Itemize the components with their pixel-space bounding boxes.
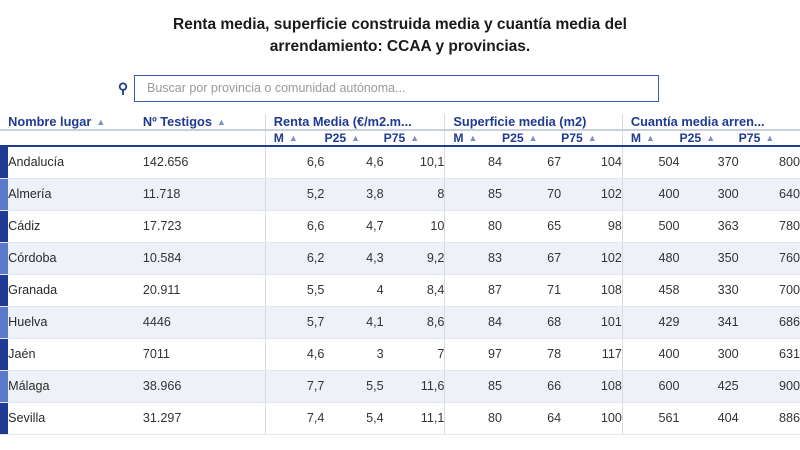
subheader-cuantia-m-label: M (630, 130, 642, 145)
cell-renta-p25: 3,8 (324, 178, 383, 210)
table-header-groups (0, 114, 800, 130)
row-color-bar (0, 210, 8, 242)
cell-sup-m: 80 (445, 402, 502, 434)
cell-cuantia-p75: 886 (739, 402, 800, 434)
search-box[interactable] (134, 75, 659, 102)
row-color-bar (0, 402, 8, 434)
cell-place: Huelva (8, 306, 143, 338)
subheader-cuantia-p75-label: P75 (738, 130, 761, 145)
cell-renta-p75: 9,2 (384, 242, 445, 274)
cell-renta-p25: 4,1 (324, 306, 383, 338)
subheader-sup-p75[interactable] (561, 130, 622, 146)
table-header-sub (0, 130, 800, 146)
cell-renta-p25: 5,5 (324, 370, 383, 402)
cell-sup-p75: 108 (561, 370, 622, 402)
cell-place: Almería (8, 178, 143, 210)
subheader-renta-p75[interactable] (384, 130, 445, 146)
row-color-bar (0, 338, 8, 370)
table-row[interactable] (0, 242, 800, 274)
cell-renta-p75: 7 (384, 338, 445, 370)
cell-sup-m: 80 (445, 210, 502, 242)
subheader-sup-p75-label: P75 (561, 130, 583, 145)
cell-renta-m: 5,5 (265, 274, 324, 306)
cell-renta-p25: 4,6 (324, 146, 383, 179)
cell-sup-p25: 68 (502, 306, 561, 338)
subheader-sup-m[interactable] (445, 130, 502, 146)
page-title: Renta media, superficie construida media y cuantía media del arrendamiento: CCAA y provincias. (173, 16, 627, 56)
cell-sup-p75: 102 (561, 178, 622, 210)
cell-sup-p75: 98 (561, 210, 622, 242)
cell-cuantia-m: 600 (622, 370, 679, 402)
cell-renta-p25: 3 (324, 338, 383, 370)
row-color-bar-fill (0, 275, 8, 306)
cell-renta-p25: 5,4 (324, 402, 383, 434)
cell-renta-m: 7,7 (265, 370, 324, 402)
sort-asc-icon[interactable]: ▲ (468, 132, 478, 143)
cell-sup-p25: 67 (502, 146, 561, 179)
cell-cuantia-m: 429 (622, 306, 679, 338)
row-color-bar-fill (0, 211, 8, 242)
sort-asc-icon[interactable]: ▲ (528, 132, 538, 143)
cell-place: Sevilla (8, 402, 143, 434)
cell-cuantia-p75: 640 (739, 178, 800, 210)
subheader-renta-m[interactable] (265, 130, 324, 146)
cell-cuantia-p75: 700 (739, 274, 800, 306)
table-row[interactable] (0, 146, 800, 179)
subheader-cuantia-m[interactable] (622, 130, 679, 146)
cell-sup-m: 87 (445, 274, 502, 306)
cell-place: Cádiz (8, 210, 143, 242)
cell-cuantia-p25: 300 (680, 338, 739, 370)
cell-place: Jaén (8, 338, 143, 370)
sort-asc-icon[interactable]: ▲ (351, 132, 361, 143)
table-row[interactable] (0, 210, 800, 242)
subheader-blank-nombre (8, 130, 143, 146)
header-renta-media (265, 114, 445, 130)
cell-sup-p25: 64 (502, 402, 561, 434)
header-nombre-lugar[interactable] (8, 114, 143, 130)
subheader-renta-p25-label: P25 (324, 130, 347, 145)
cell-renta-m: 5,2 (265, 178, 324, 210)
cell-sup-m: 84 (445, 306, 502, 338)
table-row[interactable] (0, 178, 800, 210)
cell-cuantia-p25: 350 (680, 242, 739, 274)
cell-cuantia-p75: 760 (739, 242, 800, 274)
cell-place: Granada (8, 274, 143, 306)
cell-cuantia-p75: 631 (739, 338, 800, 370)
row-color-bar (0, 178, 8, 210)
cell-renta-p25: 4 (324, 274, 383, 306)
cell-place: Andalucía (8, 146, 143, 179)
cell-sup-m: 97 (445, 338, 502, 370)
cell-testigos: 17.723 (143, 210, 265, 242)
cell-sup-p75: 101 (561, 306, 622, 338)
cell-sup-p75: 108 (561, 274, 622, 306)
header-num-testigos[interactable] (143, 114, 265, 130)
cell-cuantia-m: 400 (622, 178, 679, 210)
cell-sup-p75: 104 (561, 146, 622, 179)
cell-renta-p75: 8,4 (384, 274, 445, 306)
sort-asc-icon[interactable]: ▲ (216, 116, 226, 127)
table-row[interactable] (0, 402, 800, 434)
cell-renta-p75: 8,6 (384, 306, 445, 338)
cell-renta-m: 5,7 (265, 306, 324, 338)
table-row[interactable] (0, 274, 800, 306)
subheader-cuantia-p75[interactable] (739, 130, 800, 146)
data-table (0, 114, 800, 435)
row-color-bar (0, 306, 8, 338)
cell-sup-p25: 66 (502, 370, 561, 402)
header-cuantia-media (622, 114, 800, 130)
cell-cuantia-m: 500 (622, 210, 679, 242)
table-row[interactable] (0, 338, 800, 370)
subheader-blank-testigos (143, 130, 265, 146)
cell-renta-p75: 8 (384, 178, 445, 210)
subheader-renta-p75-label: P75 (383, 130, 406, 145)
row-color-bar-fill (0, 339, 8, 370)
row-color-bar (0, 274, 8, 306)
cell-sup-p75: 102 (561, 242, 622, 274)
row-color-bar (0, 146, 8, 179)
cell-cuantia-p75: 780 (739, 210, 800, 242)
sort-asc-icon[interactable]: ▲ (96, 116, 106, 127)
search-input[interactable] (145, 80, 648, 96)
cell-cuantia-p75: 900 (739, 370, 800, 402)
cell-testigos: 38.966 (143, 370, 265, 402)
row-color-bar-fill (0, 179, 8, 210)
cell-sup-m: 83 (445, 242, 502, 274)
cell-cuantia-p25: 370 (680, 146, 739, 179)
table-row[interactable] (0, 370, 800, 402)
search-icon: ⚲ (117, 79, 129, 96)
cell-cuantia-m: 458 (622, 274, 679, 306)
subheader-cuantia-p25[interactable] (680, 130, 739, 146)
cell-cuantia-p25: 330 (680, 274, 739, 306)
subheader-sup-p25-label: P25 (501, 130, 524, 145)
row-color-bar (0, 370, 8, 402)
cell-renta-m: 6,6 (265, 210, 324, 242)
cell-renta-p75: 11,1 (384, 402, 445, 434)
cell-sup-p25: 65 (502, 210, 561, 242)
row-color-bar-fill (0, 307, 8, 338)
cell-testigos: 10.584 (143, 242, 265, 274)
cell-renta-p25: 4,7 (324, 210, 383, 242)
sort-asc-icon[interactable]: ▲ (706, 132, 716, 143)
header-nombre-lugar-label: Nombre lugar (8, 113, 92, 129)
subheader-sup-m-label: M (453, 130, 464, 145)
cell-testigos: 20.911 (143, 274, 265, 306)
cell-cuantia-m: 504 (622, 146, 679, 179)
row-color-bar-fill (0, 243, 8, 274)
cell-sup-p75: 100 (561, 402, 622, 434)
row-color-bar (0, 242, 8, 274)
cell-sup-m: 85 (445, 370, 502, 402)
cell-cuantia-m: 400 (622, 338, 679, 370)
cell-testigos: 142.656 (143, 146, 265, 179)
cell-sup-m: 85 (445, 178, 502, 210)
sort-asc-icon[interactable]: ▲ (646, 132, 655, 143)
cell-cuantia-p25: 341 (680, 306, 739, 338)
cell-testigos: 11.718 (143, 178, 265, 210)
row-color-bar-fill (0, 147, 8, 178)
cell-testigos: 31.297 (143, 402, 265, 434)
cell-sup-p25: 70 (502, 178, 561, 210)
cell-cuantia-p25: 404 (680, 402, 739, 434)
subheader-sup-p25[interactable] (502, 130, 561, 146)
cell-place: Málaga (8, 370, 143, 402)
table-body (0, 146, 800, 435)
header-superficie-media-label: Superficie media (m2) (453, 113, 587, 129)
subheader-spacer (0, 130, 8, 146)
sort-asc-icon[interactable]: ▲ (410, 132, 420, 143)
cell-renta-p75: 10,1 (384, 146, 445, 179)
header-spacer (0, 114, 8, 130)
cell-renta-m: 7,4 (265, 402, 324, 434)
cell-sup-m: 84 (445, 146, 502, 179)
cell-cuantia-p25: 363 (680, 210, 739, 242)
cell-renta-p75: 10 (384, 210, 445, 242)
cell-sup-p25: 71 (502, 274, 561, 306)
header-superficie-media (445, 114, 623, 130)
cell-testigos: 7011 (143, 338, 265, 370)
cell-renta-p25: 4,3 (324, 242, 383, 274)
cell-cuantia-p75: 686 (739, 306, 800, 338)
sort-asc-icon[interactable]: ▲ (765, 132, 775, 143)
row-color-bar-fill (0, 403, 8, 434)
row-color-bar-fill (0, 371, 8, 402)
cell-cuantia-p25: 300 (680, 178, 739, 210)
cell-sup-p25: 78 (502, 338, 561, 370)
cell-testigos: 4446 (143, 306, 265, 338)
header-renta-media-label: Renta Media (€/m2.m... (273, 113, 412, 129)
cell-cuantia-m: 480 (622, 242, 679, 274)
cell-renta-p75: 11,6 (384, 370, 445, 402)
cell-sup-p25: 67 (502, 242, 561, 274)
cell-cuantia-p25: 425 (680, 370, 739, 402)
cell-cuantia-m: 561 (622, 402, 679, 434)
table-row[interactable] (0, 306, 800, 338)
cell-renta-m: 4,6 (265, 338, 324, 370)
header-cuantia-media-label: Cuantía media arren... (630, 113, 765, 129)
sort-asc-icon[interactable]: ▲ (288, 132, 298, 143)
subheader-renta-m-label: M (273, 130, 284, 145)
cell-renta-m: 6,2 (265, 242, 324, 274)
header-num-testigos-label: Nº Testigos (142, 113, 212, 129)
subheader-renta-p25[interactable] (324, 130, 383, 146)
subheader-cuantia-p25-label: P25 (679, 130, 702, 145)
cell-place: Córdoba (8, 242, 143, 274)
cell-cuantia-p75: 800 (739, 146, 800, 179)
cell-sup-p75: 117 (561, 338, 622, 370)
cell-renta-m: 6,6 (265, 146, 324, 179)
search-row (0, 75, 800, 102)
sort-asc-icon[interactable]: ▲ (587, 132, 597, 143)
